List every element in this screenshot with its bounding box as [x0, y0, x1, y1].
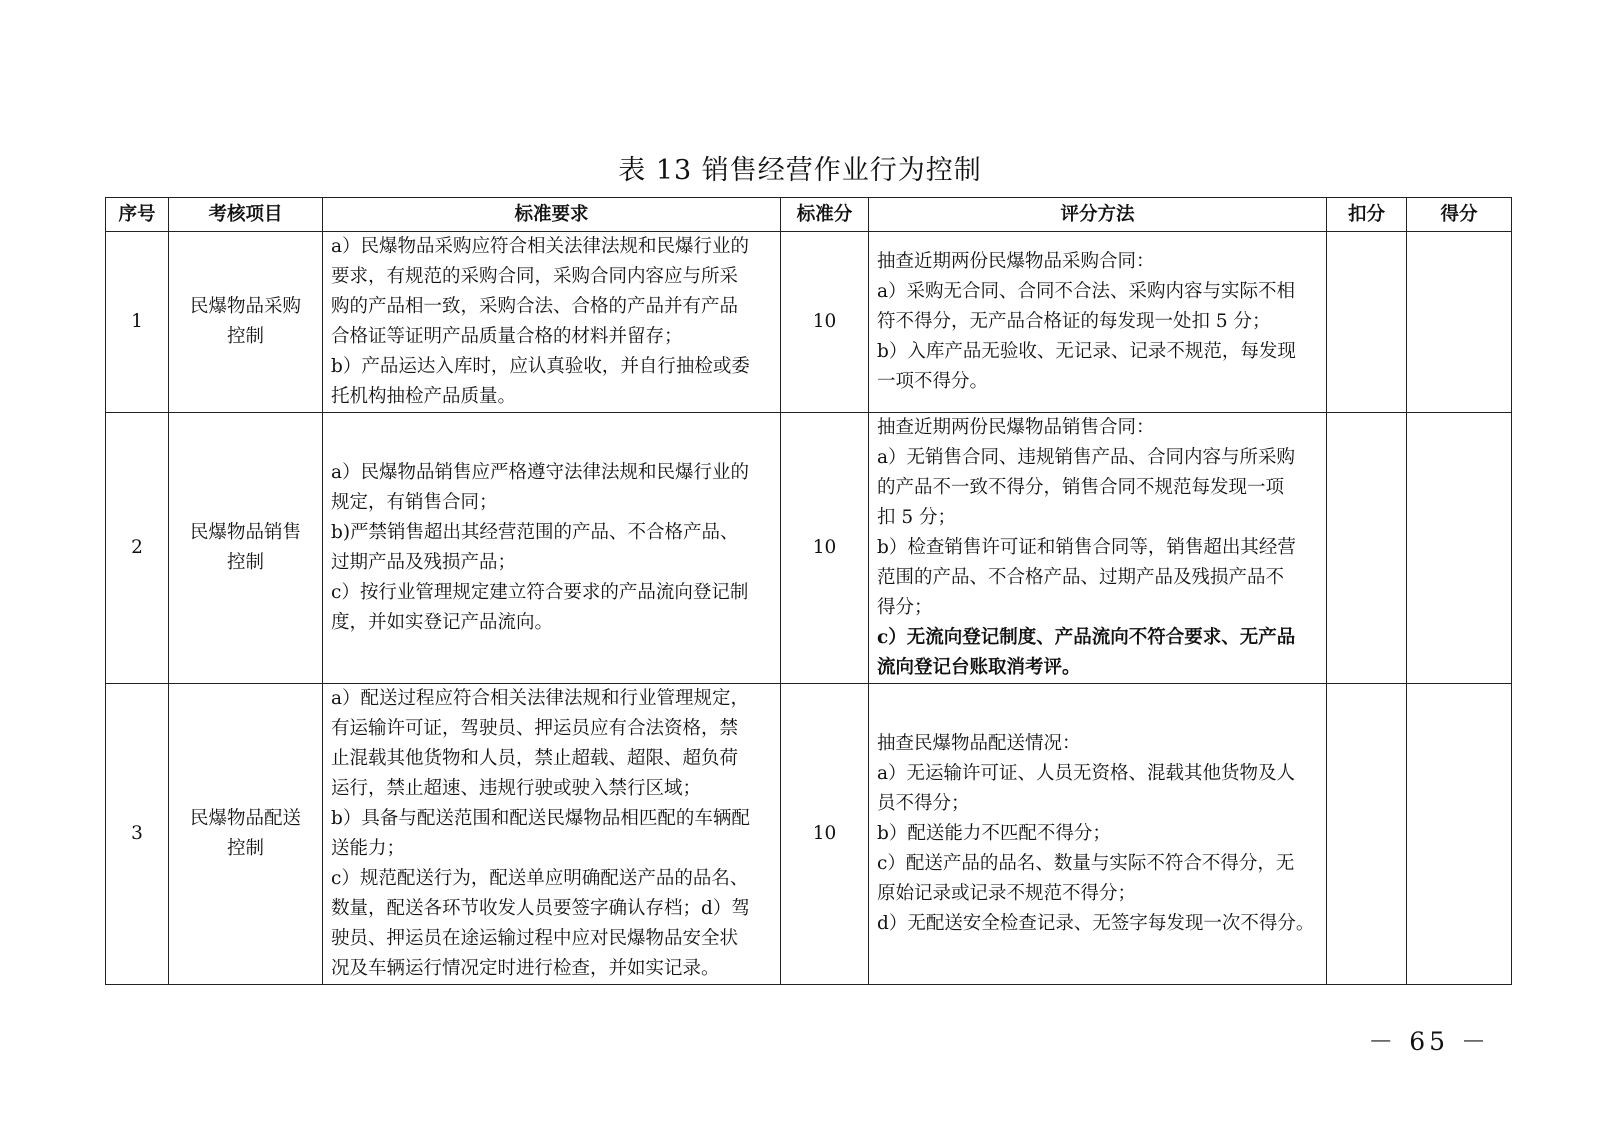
- requirement-line: 托机构抽检产品质量。: [331, 386, 517, 407]
- requirement-line: 况及车辆运行情况定时进行检查，并如实记录。: [331, 958, 720, 979]
- header-requirement: 标准要求: [323, 198, 781, 232]
- page-number: － 65 －: [1368, 1027, 1490, 1056]
- cell-method: [869, 684, 1327, 985]
- requirement-line: a）民爆物品销售应严格遵守法律法规和民爆行业的: [331, 462, 750, 483]
- requirement-line: a）配送过程应符合相关法律法规和行业管理规定，: [331, 688, 750, 709]
- requirement-line: 度，并如实登记产品流向。: [331, 612, 554, 633]
- cell-method: [869, 232, 1327, 413]
- requirement-line: 运行，禁止超速、违规行驶或驶入禁行区域；: [331, 778, 702, 799]
- method-line: 原始记录或记录不规范不得分；: [877, 883, 1137, 904]
- item-line: 控制: [226, 838, 264, 859]
- requirement-line: b)严禁销售超出其经营范围的产品、不合格产品、: [331, 522, 739, 543]
- header-item: 考核项目: [169, 198, 323, 232]
- method-line: 得分；: [877, 597, 933, 618]
- cell-requirement: [323, 413, 781, 684]
- method-line-bold: 流向登记台账取消考评。: [877, 657, 1081, 678]
- cell-seq: 2: [106, 413, 169, 684]
- method-line: b）配送能力不匹配不得分；: [877, 823, 1111, 844]
- method-line: 抽查民爆物品配送情况：: [877, 733, 1081, 754]
- method-line: a）无运输许可证、人员无资格、混载其他货物及人: [877, 763, 1296, 784]
- method-line-bold: c）无流向登记制度、产品流向不符合要求、无产品: [877, 627, 1296, 648]
- requirement-line: c）规范配送行为，配送单应明确配送产品的品名、: [331, 868, 749, 889]
- table-row: [106, 413, 1512, 684]
- method-line: 的产品不一致不得分，销售合同不规范每发现一项: [877, 477, 1285, 498]
- cell-requirement: [323, 684, 781, 985]
- header-obtained: 得分: [1407, 198, 1512, 232]
- item-line: 控制: [226, 326, 264, 347]
- cell-seq: 3: [106, 684, 169, 985]
- cell-method: [869, 413, 1327, 684]
- method-line: 符不得分，无产品合格证的每发现一处扣 5 分；: [877, 311, 1271, 332]
- cell-score: 10: [781, 413, 869, 684]
- cell-obtained: [1407, 684, 1512, 985]
- item-line: 民爆物品配送: [189, 808, 301, 829]
- method-line: b）检查销售许可证和销售合同等，销售超出其经营: [877, 537, 1296, 558]
- item-line: 控制: [226, 552, 264, 573]
- requirement-line: 购的产品相一致，采购合法、合格的产品并有产品: [331, 296, 739, 317]
- cell-seq: 1: [106, 232, 169, 413]
- requirement-line: 合格证等证明产品质量合格的材料并留存；: [331, 326, 683, 347]
- item-line: 民爆物品销售: [189, 522, 301, 543]
- cell-score: 10: [781, 684, 869, 985]
- header-deduct: 扣分: [1327, 198, 1407, 232]
- header-seq: 序号: [106, 198, 169, 232]
- method-line: b）入库产品无验收、无记录、记录不规范，每发现: [877, 341, 1296, 362]
- assessment-table: [105, 197, 1512, 985]
- cell-obtained: [1407, 232, 1512, 413]
- cell-requirement: [323, 232, 781, 413]
- method-line: a）采购无合同、合同不合法、采购内容与实际不相: [877, 281, 1296, 302]
- requirement-line: 驶员、押运员在途运输过程中应对民爆物品安全状: [331, 928, 739, 949]
- method-line: d）无配送安全检查记录、无签字每发现一次不得分。: [877, 913, 1315, 934]
- method-line: 一项不得分。: [877, 371, 989, 392]
- item-line: 民爆物品采购: [189, 296, 301, 317]
- requirement-line: 送能力；: [331, 838, 406, 859]
- method-line: 扣 5 分；: [877, 507, 957, 528]
- cell-item: [169, 684, 323, 985]
- header-method: 评分方法: [869, 198, 1327, 232]
- requirement-line: 有运输许可证，驾驶员、押运员应有合法资格，禁: [331, 718, 739, 739]
- method-line: a）无销售合同、违规销售产品、合同内容与所采购: [877, 447, 1296, 468]
- header-score: 标准分: [781, 198, 869, 232]
- requirement-line: b）产品运达入库时，应认真验收，并自行抽检或委: [331, 356, 750, 377]
- requirement-line: 止混载其他货物和人员，禁止超载、超限、超负荷: [331, 748, 739, 769]
- cell-deduct: [1327, 232, 1407, 413]
- table-row: [106, 684, 1512, 985]
- method-line: 员不得分；: [877, 793, 970, 814]
- cell-deduct: [1327, 684, 1407, 985]
- requirement-line: 规定，有销售合同；: [331, 492, 498, 513]
- requirement-line: 数量，配送各环节收发人员要签字确认存档；d）驾: [331, 898, 750, 919]
- method-line: 抽查近期两份民爆物品销售合同：: [877, 417, 1155, 438]
- requirement-line: 过期产品及残损产品；: [331, 552, 517, 573]
- cell-item: [169, 232, 323, 413]
- cell-deduct: [1327, 413, 1407, 684]
- requirement-line: a）民爆物品采购应符合相关法律法规和民爆行业的: [331, 236, 750, 257]
- requirement-line: 要求，有规范的采购合同，采购合同内容应与所采: [331, 266, 739, 287]
- method-line: 范围的产品、不合格产品、过期产品及残损产品不: [877, 567, 1285, 588]
- cell-item: [169, 413, 323, 684]
- cell-score: 10: [781, 232, 869, 413]
- table-row: [106, 232, 1512, 413]
- method-line: c）配送产品的品名、数量与实际不符合不得分，无: [877, 853, 1295, 874]
- requirement-line: c）按行业管理规定建立符合要求的产品流向登记制: [331, 582, 749, 603]
- requirement-line: b）具备与配送范围和配送民爆物品相匹配的车辆配: [331, 808, 750, 829]
- cell-obtained: [1407, 413, 1512, 684]
- method-line: 抽查近期两份民爆物品采购合同：: [877, 251, 1155, 272]
- table-title: 表 13 销售经营作业行为控制: [618, 155, 982, 186]
- header-row: [106, 198, 1512, 232]
